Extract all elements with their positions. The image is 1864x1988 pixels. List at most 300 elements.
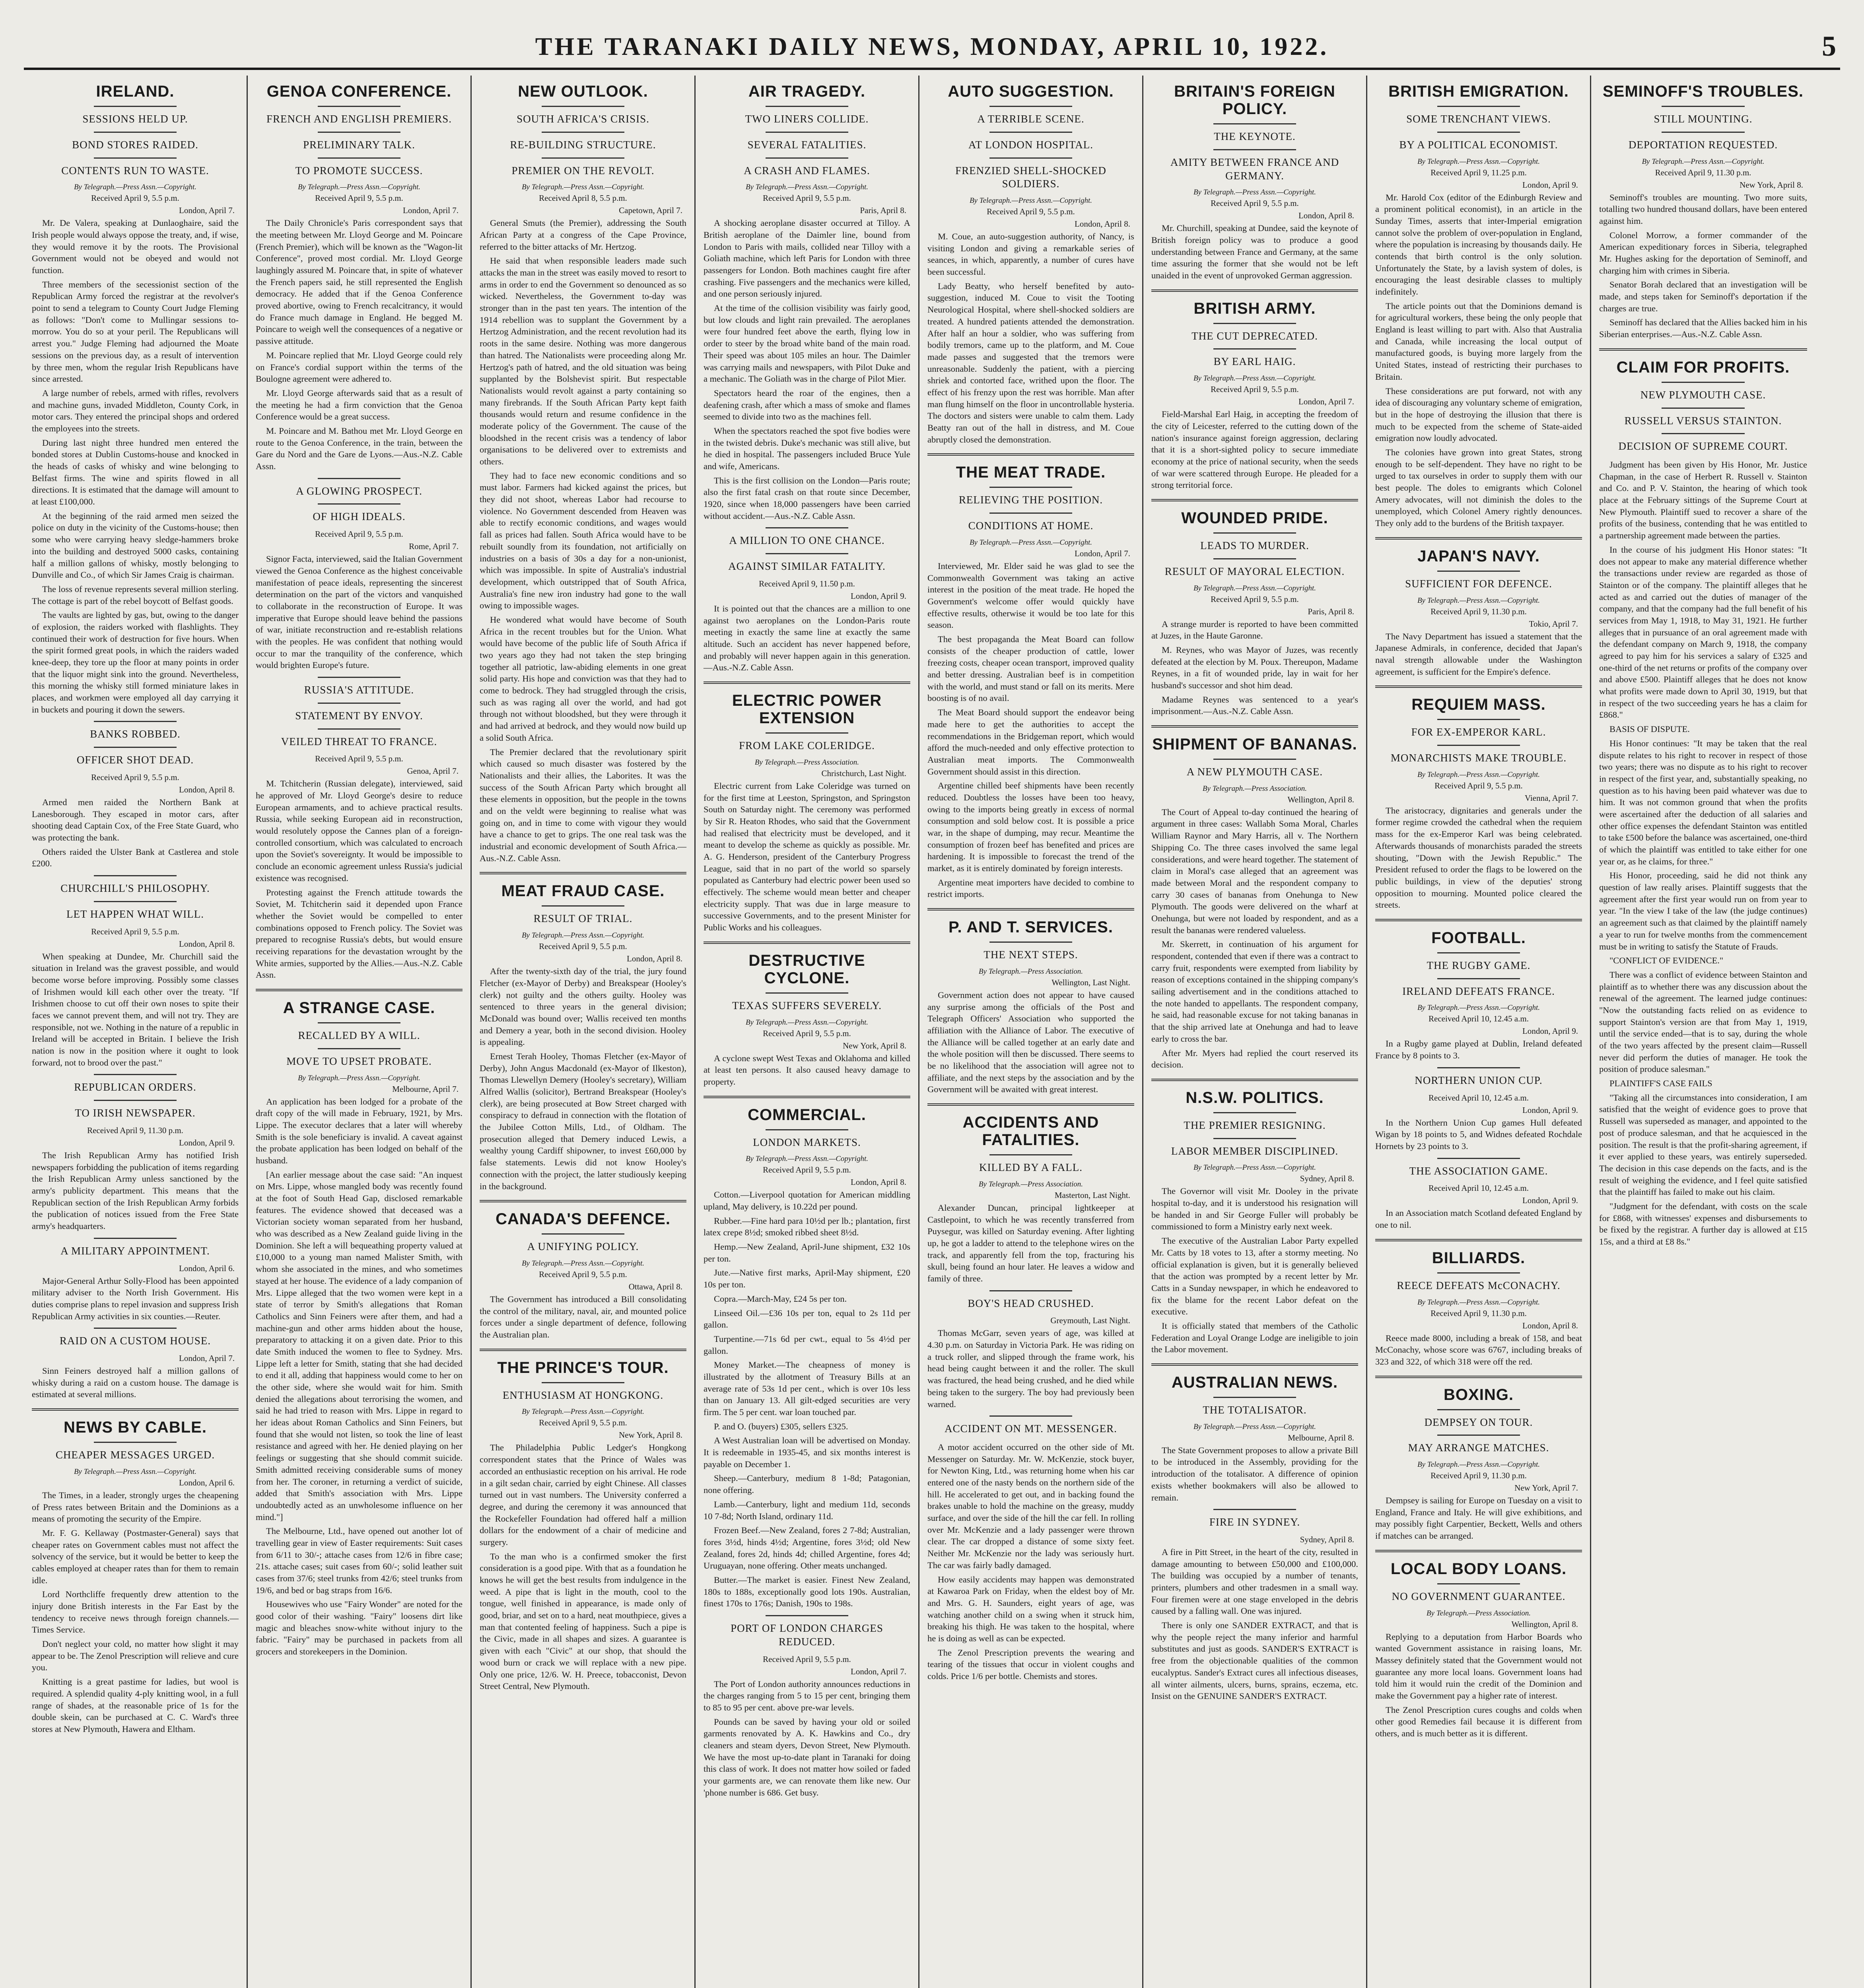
paragraph: The loss of revenue represents several million sterling. The cottage is part of the rebel boycott of Belfast goods. <box>32 584 239 606</box>
dateline: London, April 9. <box>1522 1196 1578 1206</box>
received-line: Received April 9, 11.30 p.m. <box>1431 1471 1527 1481</box>
credit-line: By Telegraph.—Press Association. <box>1426 1609 1531 1617</box>
subheading: AGAINST SIMILAR FATALITY. <box>728 560 886 573</box>
subheading: CONTENTS RUN TO WASTE. <box>61 164 209 177</box>
subheading: SOUTH AFRICA'S CRISIS. <box>517 113 649 125</box>
paragraph: A large number of rebels, armed with rifles, revolvers and machine guns, invaded Middleton, County Cork, in motor cars. They entered the principal shops and ordered the employees into the streets. <box>32 388 239 433</box>
double-rule <box>1375 1376 1582 1378</box>
subheading: RESULT OF TRIAL. <box>533 912 633 925</box>
rule <box>318 503 400 505</box>
subheading: A UNIFYING POLICY. <box>527 1241 639 1253</box>
subheading: CHURCHILL'S PHILOSOPHY. <box>60 882 210 895</box>
subheading: DEPORTATION REQUESTED. <box>1628 138 1778 151</box>
paragraph: Thomas McGarr, seven years of age, was killed at 4.30 p.m. on Saturday in Victoria Park. He was riding on a truck roller, and slipped through the frame work, his head being caught between it and the roller. The skull was fractured, the head being crushed, and he died while being taken to the surgery. The boy had previously been warned. <box>927 1328 1134 1409</box>
dateline: Vienna, April 7. <box>1524 793 1578 803</box>
dateline: Sydney, April 8. <box>1300 1174 1354 1184</box>
article-heading: ELECTRIC POWER EXTENSION <box>732 692 882 727</box>
article <box>1375 685 1582 911</box>
dateline: London, April 8. <box>1075 219 1130 229</box>
rule <box>94 747 177 748</box>
dateline: Paris, April 8. <box>1308 606 1354 616</box>
subheading: RE-BUILDING STRUCTURE. <box>510 138 656 151</box>
received-line: Received April 10, 12.45 a.m. <box>1429 1093 1529 1103</box>
received-line: Received April 9, 5.5 p.m. <box>987 207 1075 216</box>
received-line: Received April 9, 5.5 p.m. <box>91 193 179 203</box>
article-heading: CLAIM FOR PROFITS. <box>1616 358 1790 376</box>
credit-line: By Telegraph.—Press Assn.—Copyright. <box>521 183 645 192</box>
article-heading: FOOTBALL. <box>1431 929 1526 947</box>
paragraph: PLAINTIFF'S CASE FAILS <box>1609 1078 1712 1089</box>
rule <box>1213 323 1296 324</box>
paragraph: Rubber.—Fine hard para 10½d per lb.; plantation, first latex crepe 8½d; smoked ribbed sheet 8½d. <box>704 1215 910 1238</box>
rule <box>318 1048 400 1049</box>
paragraph: Argentine chilled beef shipments have been recently reduced. Doubtless the losses have been too heavy, owing to the imports being greatly in excess of normal consumption and sold below cost. It is possible a price war, in the shape of dumping, may recur. Meantime the consumption of frozen beef has benefited and prices are hardening. It is impossible to forecast the trend of the market, as it is entirely dominated by foreign interests. <box>927 780 1134 874</box>
dateline: Ottawa, April 8. <box>628 1281 682 1291</box>
subheading: RELIEVING THE POSITION. <box>958 494 1103 506</box>
credit-line: By Telegraph.—Press Assn.—Copyright. <box>1417 1298 1540 1307</box>
credit-line: By Telegraph.—Press Assn.—Copyright. <box>297 183 421 192</box>
subheading: RESULT OF MAYORAL ELECTION. <box>1164 565 1345 577</box>
rule <box>94 721 177 722</box>
paragraph: The Philadelphia Public Ledger's Hongkong correspondent states that the Prince of Wales was accorded an enthusiastic reception on his arrival. He rode in a gilt sedan chair, carried by eight Chinese. All classes turned out in vast numbers. The University conferred a degree, and during the ceremony it was announced that the Rockefeller Foundation had offered half a million dollars for the endowment of a chair of medicine and surgery. <box>480 1442 686 1547</box>
article-heading: JAPAN'S NAVY. <box>1417 547 1540 565</box>
double-rule <box>1375 919 1582 921</box>
rule <box>1662 408 1745 409</box>
credit-line: By Telegraph.—Press Assn.—Copyright. <box>1193 1422 1316 1431</box>
subheading: BOND STORES RAIDED. <box>72 138 198 151</box>
article <box>1375 1067 1582 1152</box>
received-line: Received April 9, 5.5 p.m. <box>315 529 403 539</box>
double-rule <box>32 1408 239 1411</box>
subheading: VEILED THREAT TO FRANCE. <box>281 735 437 747</box>
rule <box>1437 1067 1520 1068</box>
double-rule <box>480 872 686 874</box>
paragraph: The Times, in a leader, strongly urges the cheapening of Press rates between Britain and the Dominions as a means of promoting the security of the Empire. <box>32 1490 239 1524</box>
double-rule <box>1375 1550 1582 1552</box>
double-rule <box>1151 499 1358 501</box>
rule <box>1437 106 1520 107</box>
rule <box>542 1233 624 1235</box>
paragraph: The best propaganda the Meat Board can follow consists of the cheaper production of cattle, lower freezing costs, cheaper ocean transport, improved quality and better dressing. Australian beef is in competition with the world, and must stand or fall on its merits. Mere boosting is of no avail. <box>927 634 1134 703</box>
article <box>704 942 910 1088</box>
rule <box>318 478 400 479</box>
subheading: SESSIONS HELD UP. <box>82 113 188 125</box>
subheading: OF HIGH IDEALS. <box>313 511 406 523</box>
rule <box>766 157 848 159</box>
dateline: London, April 8. <box>179 784 235 794</box>
dateline: Masterton, Last Night. <box>1054 1190 1130 1200</box>
article <box>32 721 239 870</box>
paragraph: He said that when responsible leaders made such attacks the man in the street was easily moved to resort to arms in order to end the Government so denounced as so wicked. Nevertheless, the Government to-day was stronger than in the past ten years. The intention of the 1914 rebellion was to supplant the Government by a Hertzog Administration, and the recent revolution had its roots in the same desire. Nothing was more dangerous than hatred. The Nationalists were proceeding along Mr. Hertzog's path of hatred, and the old situation was being supplanted by the Bolshevist spirit. But respectable Nationalists would revolt against a party containing so many firebrands. If the South African Party kept faith thousands would return and resume confidence in the moderate policy of the Government. The cause of the bloodshed in the recent crisis was a tendency of labor organisations to be delivered over to extremists and others. <box>480 256 686 466</box>
article <box>1151 289 1358 491</box>
paragraph: Mr. Harold Cox (editor of the Edinburgh Review and a prominent political economist), in an article in the Sunday Times, asserts that inter-Imperial emigration cannot solve the problem of over-population in England, where the population is increasing by thousands daily. He contends that birth control is the only solution. Unfortunately the State, by a lavish system of doles, is encouraging the least desirable classes to multiply indefinitely. <box>1375 192 1582 297</box>
article-heading: COMMERCIAL. <box>748 1106 866 1124</box>
rule <box>766 132 848 133</box>
paragraph: At the time of the collision visibility was fairly good, but low clouds and light rain prevailed. The aeroplanes were four hundred feet above the earth, flying low in order to steer by the broad white band of the main road. Their speed was about 105 miles an hour. The Daimler was carrying mails and newspapers, with Pilot Duke and a mechanic. The Goliath was in the charge of Pilot Mier. <box>704 303 910 384</box>
dateline: London, April 8. <box>851 1177 906 1187</box>
subheading: RUSSIA'S ATTITUDE. <box>304 684 414 696</box>
paragraph: Butter.—The market is easier. Finest New Zealand, 180s to 188s, exceptionally good lots 190s. Australian, finest 170s to 176s; Danish, 190s to 198s. <box>704 1574 910 1609</box>
paragraph: The article points out that the Dominions demand is for agricultural workers, these being the only people that England is least willing to part with. Also that Australia and Canada, while increasing the local output of manufactured goods, is buying more largely from the United States, instead of restricting their purchases to Britain. <box>1375 301 1582 382</box>
rule <box>989 157 1072 159</box>
paragraph: The Port of London authority announces reductions in the charges ranging from 5 to 15 per cent, bringing them to 85 to 95 per cent. above pre-war levels. <box>704 1679 910 1712</box>
double-rule <box>927 453 1134 456</box>
received-line: Received April 9, 11.30 p.m. <box>1431 606 1527 616</box>
paragraph: Madame Reynes was sentenced to a year's imprisonment.—Aus.-N.Z. Cable Assn. <box>1151 694 1358 716</box>
paragraph: Replying to a deputation from Harbor Boards who wanted Government assistance in raising loans, Mr. Massey definitely stated that the Government would not guarantee any more local loans. Government loans had told him it would ruin the credit of the Dominion and make the Government pay a higher rate of interest. <box>1375 1631 1582 1701</box>
rule <box>766 527 848 528</box>
paragraph: Cotton.—Liverpool quotation for American middling upland, May delivery, is 10.22d per pound. <box>704 1190 910 1211</box>
credit-line: By Telegraph.—Press Assn.—Copyright. <box>745 183 869 192</box>
subheading: THE RUGBY GAME. <box>1427 959 1531 971</box>
subheading: STATEMENT BY ENVOY. <box>295 709 423 722</box>
rule <box>94 1442 177 1443</box>
rule <box>94 157 177 159</box>
received-line: Received April 9, 11.30 p.m. <box>1655 167 1751 177</box>
column <box>24 76 248 1988</box>
rule <box>94 106 177 107</box>
paragraph: Mr. Churchill, speaking at Dundee, said the keynote of British foreign policy was to produce a good understanding between France and Germany, at the same time assuring the former that she would not be left unaided in the event of unprovoked German aggression. <box>1151 223 1358 280</box>
subheading: FROM LAKE COLERIDGE. <box>739 740 875 752</box>
rule <box>94 1238 177 1239</box>
article-heading: BRITAIN'S FOREIGN POLICY. <box>1174 83 1335 118</box>
dateline: Wellington, Last Night. <box>1052 977 1130 987</box>
article <box>1599 83 1807 340</box>
dateline: London, April 8. <box>179 939 235 949</box>
credit-line: By Telegraph.—Press Assn.—Copyright. <box>521 931 645 940</box>
dateline: Sydney, April 8. <box>1300 1534 1354 1544</box>
paragraph: Alexander Duncan, principal lightkeeper at Castlepoint, to which he was recently transferred from Puysegur, was killed on Saturday evening. After lighting up, he got a ladder to attend to the telephone wires on the track, and apparently fell from the top, fracturing his skull, being found an hour later. He leaves a widow and family of three. <box>927 1202 1134 1283</box>
credit-line: By Telegraph.—Press Assn.—Copyright. <box>969 196 1092 205</box>
article <box>256 478 463 671</box>
subheading: RECALLED BY A WILL. <box>298 1029 420 1041</box>
paragraph: The Government has introduced a Bill consolidating the control of the military, naval, air, and mounted police forces under a single department of defence, following the Australian plan. <box>480 1294 686 1340</box>
paragraph: "Taking all the circumstances into consideration, I am satisfied that the weight of evidence goes to prove that Russell was superseded as manager, and appointed to the post of produce salesman, and that he acquiesced in the position. The result is that the profit-sharing agreement, if it ever applied to these years, was entirely superseded. The decision in this case depends on the facts, and is the result of weighing the evidence, and I feel quite satisfied that the plaintiff has failed to make out his claim. <box>1599 1092 1807 1197</box>
credit-line: By Telegraph.—Press Assn.—Copyright. <box>745 1018 869 1027</box>
paragraph: Judgment has been given by His Honor, Mr. Justice Chapman, in the case of Herbert R. Russell v. Stainton and Co. and P. V. Stainton, the hearing of which took place at the February sittings of the Supreme Court at New Plymouth. Plaintiff sued to recover a share of the profits of the business, contending that he was entitled to a partnership agreement made between the parties. <box>1599 460 1807 541</box>
column <box>1143 76 1367 1988</box>
received-line: Received April 9, 5.5 p.m. <box>91 926 179 936</box>
credit-line: By Telegraph.—Press Assn.—Copyright. <box>297 1074 421 1082</box>
article-heading: ACCIDENTS AND FATALITIES. <box>962 1114 1099 1149</box>
article <box>927 1290 1134 1410</box>
paragraph: The Melbourne, Ltd., have opened out another lot of travelling gear in view of Easter requirements: Suit cases from 6/11 to 30/-; attache cases from 12/6 in fibre case; 21s. attache cases; suit cases from 60/-; solid leather suit cases from 37/6; steel trunks from 42/6; steel trunks from 19/6, and bed or bag straps from 16/6. <box>256 1526 463 1595</box>
paragraph: Hemp.—New Zealand, April-June shipment, £32 10s per ton. <box>704 1242 910 1264</box>
rule <box>1437 571 1520 572</box>
paragraph: Frozen Beef.—New Zealand, fores 2 7-8d; Australian, fores 3½d, hinds 4½d; Argentine, fores 3½d; old New Zealand, fores 2d, hinds 4d; chilled Argentine, fores 4d; Uruguayan, none offering. Other meats unchanged. <box>704 1525 910 1571</box>
paragraph: This is the first collision on the London—Paris route; also the first fatal crash on that route since December, 1920, since when 18,000 passengers have been carried without accident.—Aus.-N.Z. Cable Assn. <box>704 475 910 521</box>
double-rule <box>927 908 1134 911</box>
paragraph: These considerations are put forward, not with any idea of discouraging any voluntary scheme of emigration, but in the hope of destroying the illusion that there is much to be expected from the scheme of State-aided emigration now loudly advocated. <box>1375 386 1582 443</box>
dateline: Christchurch, Last Night. <box>821 768 906 778</box>
credit-line: By Telegraph.—Press Assn.—Copyright. <box>1417 157 1540 166</box>
article-heading: REQUIEM MASS. <box>1411 696 1546 714</box>
credit-line: By Telegraph.—Press Assn.—Copyright. <box>1642 157 1765 166</box>
paragraph: The Daily Chronicle's Paris correspondent says that the meeting between Mr. Lloyd George and M. Poincare (French Premier), which will be known as the "Wagon-lit Conference", proved most cordial. Mr. Lloyd George laughingly assured M. Poincare that, in spite of whatever the French papers said, he still represented the English democracy. He added that if the Genoa Conference proved abortive, owing to French recalcitrancy, it would do France much damage in England. He begged M. Poincare to weigh well the consequences of a negative or passive attitude. <box>256 218 463 346</box>
received-line: Received April 9, 5.5 p.m. <box>539 1418 627 1428</box>
article-heading: BOXING. <box>1444 1386 1514 1404</box>
subheading: OFFICER SHOT DEAD. <box>76 754 194 766</box>
paragraph: They had to face new economic conditions and so must labor. Farmers had kicked against the prices, but they did not shoot, whereas Labor had recourse to violence. No Government descended from Heaven was able to rectify economic conditions, and wages would fall as prices had fallen. South Africa would have to be rebuilt soundly from its foundation, not artificially on industries on a basis of 30s a day for a non-unionist, which was impossible. In spite of Australia's industrial development, which outstripped that of South Africa, Australia's fine new iron industry had gone to the wall owing to impossible wages. <box>480 470 686 611</box>
subheading: THE NEXT STEPS. <box>984 949 1078 961</box>
subheading: A GLOWING PROSPECT. <box>296 485 422 497</box>
paragraph: His Honor continues: "It may be taken that the real dispute relates to his right to recover in respect of those two years; there was no dispute as to his right to recover in respect of the first year, and, substantially speaking, no question as to his having been paid whatever was due to him. It was not common ground that when the profits were ascertained after the deduction of all salaries and other office expenses the defendant Stainton was entitled to take £500 before the balance was ascertained, one-third of which the plaintiff was entitled to take either for one year or, as he claims, for three." <box>1599 738 1807 866</box>
article-heading: MEAT FRAUD CASE. <box>501 882 665 900</box>
paragraph: M. Poincare and M. Bathou met Mr. Lloyd George en route to the Genoa Conference, in the train, between the Gare du Nord and the Gare de Lyons.—Aus.-N.Z. Cable Assn. <box>256 425 463 471</box>
article-heading: IRELAND. <box>96 83 175 100</box>
subheading: AT LONDON HOSPITAL. <box>968 138 1094 151</box>
paragraph: After the twenty-sixth day of the trial, the jury found Fletcher (ex-Mayor of Derby) and Breakspear (Hooley's clerk) not guilty and the others guilty. Hooley was sentenced to three years in the general division; McDonald was bound over; Wallis received ten months and Demery a year, both in the second division. Hooley is appealing. <box>480 966 686 1047</box>
paragraph: Turpentine.—71s 6d per cwt., equal to 5s 4½d per gallon. <box>704 1334 910 1356</box>
subheading: THE KEYNOTE. <box>1214 130 1296 142</box>
received-line: Received April 9, 11.30 p.m. <box>87 1125 183 1135</box>
article <box>927 1103 1134 1285</box>
article <box>927 83 1134 445</box>
paragraph: Argentine meat importers have decided to combine to restrict imports. <box>927 877 1134 899</box>
rule <box>94 1100 177 1101</box>
dateline: London, April 8. <box>1298 211 1354 221</box>
credit-line: By Telegraph.—Press Association. <box>978 967 1083 976</box>
received-line: Received April 9, 5.5 p.m. <box>315 754 403 764</box>
article <box>1375 1550 1582 1740</box>
subheading: FRENZIED SHELL-SHOCKED SOLDIERS. <box>955 164 1106 190</box>
dateline: New York, April 8. <box>1740 180 1803 190</box>
rule <box>766 732 848 734</box>
subheading: NEW PLYMOUTH CASE. <box>1640 388 1766 401</box>
received-line: Received April 9, 5.5 p.m. <box>763 1654 851 1664</box>
rule <box>766 553 848 554</box>
received-line: Received April 10, 12.45 a.m. <box>1429 1014 1529 1024</box>
column <box>696 76 919 1988</box>
subheading: A CRASH AND FLAMES. <box>744 164 870 177</box>
credit-line: By Telegraph.—Press Assn.—Copyright. <box>1193 188 1316 197</box>
paragraph: P. and O. (buyers) £305, sellers £325. <box>714 1421 848 1431</box>
article-heading: AUSTRALIAN NEWS. <box>1171 1374 1338 1391</box>
rule <box>989 1415 1072 1417</box>
article <box>1375 1239 1582 1368</box>
article-heading: BRITISH EMIGRATION. <box>1388 83 1569 100</box>
article <box>1151 725 1358 1071</box>
paragraph: In a Rugby game played at Dublin, Ireland defeated France by 8 points to 3. <box>1375 1039 1582 1061</box>
dateline: Paris, April 8. <box>860 206 906 215</box>
article-heading: GENOA CONFERENCE. <box>266 83 452 100</box>
paragraph: Money Market.—The cheapness of money is illustrated by the allotment of Treasury Bills at an average rate of 53s 1d per cent., which is over 10s less than on January 13. All gilt-edged securities are very firm. The 5 per cent. war loan touched par. <box>704 1360 910 1417</box>
article <box>704 527 910 674</box>
rule <box>1437 1409 1520 1410</box>
rule <box>1437 1583 1520 1584</box>
subheading: BY A POLITICAL ECONOMIST. <box>1399 138 1558 151</box>
paragraph: A West Australian loan will be advertised on Monday. It is redeemable in 1935-45, and six months interest is payable on December 1. <box>704 1435 910 1469</box>
rule <box>318 677 400 678</box>
article <box>256 989 463 1658</box>
double-rule <box>1375 685 1582 688</box>
dateline: Capetown, April 7. <box>619 206 682 215</box>
article-heading: P. AND T. SERVICES. <box>949 918 1113 936</box>
paragraph: Sinn Feiners destroyed half a million gallons of whisky during a raid on a custom house. The damage is estimated at several millions. <box>32 1366 239 1400</box>
double-rule <box>480 1200 686 1202</box>
rule <box>94 1328 177 1329</box>
double-rule <box>704 942 910 944</box>
paragraph: Electric current from Lake Coleridge was turned on for the first time at Leeston, Springston, and Springston South on Saturday night. The ceremony was performed by Sir R. Heaton Rhodes, who said that the Government had realised that electricity must be developed, and it meant to develop the scheme as quickly as possible. Mr. A. G. Henderson, president of the Canterbury Progress League, said that in no part of the world so sparsely populated as Canterbury had electric power been used so effectively. The scheme would mean better and cheaper electricity supply. That was due in large measure to successive Governments, and to the present Minister for Public Works and his colleagues. <box>704 780 910 933</box>
rule <box>94 875 177 876</box>
paragraph: The aristocracy, dignitaries and generals under the former regime crowded the cathedral when the requiem mass for the ex-Emperor Karl was being celebrated. Afterwards thousands of monarchists paraded the streets shouting, "Down with the Jewish Republic." The President refused to order the flags to be lowered on the public buildings, in view of the deputies' strong opposition to mourning. Mounted police cleared the streets. <box>1375 805 1582 910</box>
paragraph: The Navy Department has issued a statement that the Japanese Admirals, in conference, decided that Japan's naval strength allowable under the Washington agreement, is sufficient for the Empire's defence. <box>1375 631 1582 677</box>
rule <box>94 132 177 133</box>
subheading: TEXAS SUFFERS SEVERELY. <box>732 999 882 1011</box>
paragraph: A cyclone swept West Texas and Oklahoma and killed at least ten persons. It also caused heavy damage to property. <box>704 1053 910 1087</box>
column <box>248 76 472 1988</box>
subheading: LABOR MEMBER DISCIPLINED. <box>1171 1145 1339 1157</box>
subheading: A MILITARY APPOINTMENT. <box>60 1244 210 1257</box>
dateline: London, April 9. <box>1522 180 1578 190</box>
credit-line: By Telegraph.—Press Association. <box>754 758 859 767</box>
subheading: FIRE IN SYDNEY. <box>1209 1516 1300 1528</box>
subheading: LEADS TO MURDER. <box>1200 540 1309 551</box>
received-line: Received April 9, 5.5 p.m. <box>1434 780 1523 790</box>
article <box>32 875 239 1068</box>
article <box>1375 1158 1582 1231</box>
paragraph: Colonel Morrow, a former commander of the American expeditionary forces in Siberia, telegraphed Mr. Hughes asking for the deportation of Seminoff, and charging him with crimes in Siberia. <box>1599 230 1807 276</box>
credit-line: By Telegraph.—Press Assn.—Copyright. <box>521 1259 645 1268</box>
rule <box>1437 978 1520 979</box>
rule <box>542 157 624 159</box>
paragraph: Housewives who use "Fairy Wonder" are noted for the good color of their washing. "Fairy" loosens dirt like magic and bleaches snow-white without injury to the fabric. "Fairy" may be purchased in packets from all grocers and storekeepers in the Dominion. <box>256 1599 463 1657</box>
column <box>919 76 1143 1988</box>
article <box>480 1349 686 1692</box>
rule <box>542 132 624 133</box>
received-line: Received April 9, 5.5 p.m. <box>763 1028 851 1038</box>
column <box>472 76 696 1988</box>
subheading: CONDITIONS AT HOME. <box>968 520 1094 532</box>
received-line: Received April 8, 5.5 p.m. <box>539 193 627 203</box>
subheading: NORTHERN UNION CUP. <box>1415 1074 1543 1086</box>
double-rule <box>1151 289 1358 292</box>
rule <box>318 157 400 159</box>
credit-line: By Telegraph.—Press Association. <box>978 1180 1083 1188</box>
paragraph: It is officially stated that members of the Catholic Federation and Loyal Orange Lodge are ineligible to join the Labor movement. <box>1151 1320 1358 1355</box>
dateline: Tokio, April 7. <box>1529 619 1578 629</box>
subheading: RUSSELL VERSUS STAINTON. <box>1624 414 1782 427</box>
subheading: PREMIER ON THE REVOLT. <box>511 164 655 177</box>
rule <box>989 106 1072 107</box>
paragraph: Government action does not appear to have caused any surprise among the officials of the Post and Telegraph Officers' Association who supported the affiliation with the Alliance of Labor. The executive of the Alliance will be called together at an early date and the whole position will then be discussed. There seems to be no likelihood that the association will agree not to affiliate, and the next steps by the association and by the Government will be awaited with great interest. <box>927 990 1134 1095</box>
subheading: BANKS ROBBED. <box>90 728 181 740</box>
article <box>927 908 1134 1095</box>
rule <box>1437 745 1520 746</box>
paragraph: BASIS OF DISPUTE. <box>1609 724 1690 734</box>
paragraph: Interviewed, Mr. Elder said he was glad to see the Commonwealth Government was taking an active interest in the position of the meat trade. He hoped the Government's welcome offer would quickly have effective results, otherwise it would be too late for this season. <box>927 561 1134 630</box>
paragraph: M. Tchitcherin (Russian delegate), interviewed, said he approved of Mr. Lloyd George's desire to reduce European armaments, and to achieve practical results. Russia, while seeking European aid in reconstruction, would resolutely oppose the Cannes plan of a foreign-controlled consortium, which was calculated to encroach upon the Soviet's sovereignty. It would be impossible to conclude an economic agreement unless Russia's judicial existence was recognised. <box>256 779 463 883</box>
rule <box>1213 348 1296 349</box>
rule <box>1437 1435 1520 1436</box>
credit-line: By Telegraph.—Press Assn.—Copyright. <box>969 538 1092 547</box>
subheading: MONARCHISTS MAKE TROUBLE. <box>1390 752 1567 764</box>
paragraph: Dempsey is sailing for Europe on Tuesday on a visit to England, France and Italy. He will give exhibitions, and may possibly fight Carpentier, Beckett, Wells and others if matches can be arranged. <box>1375 1495 1582 1541</box>
article <box>1151 83 1358 282</box>
rule <box>989 487 1072 488</box>
credit-line: By Telegraph.—Press Assn.—Copyright. <box>1193 1163 1316 1172</box>
double-rule <box>1151 1363 1358 1366</box>
dateline: London, April 9. <box>1522 1026 1578 1036</box>
paragraph: In an Association match Scotland defeated England by one to nil. <box>1375 1208 1582 1230</box>
article <box>1599 348 1807 1248</box>
article <box>32 1408 239 1735</box>
received-line: Received April 9, 5.5 p.m. <box>1211 594 1299 604</box>
rule <box>1437 952 1520 953</box>
rule <box>318 703 400 704</box>
article <box>32 1328 239 1400</box>
article <box>927 1415 1134 1682</box>
article-heading: THE PRINCE'S TOUR. <box>497 1359 669 1376</box>
paragraph: His Honor, proceeding, said he did not think any question of law really arises. Plaintiff suggests that the agreement after the first year would run on from year to year. "In the view I take of the law (the judge continues) an agreement such as that claimed by the plaintiff namely a year to run for twelve months from the commencement must be in writing to satisfy the Statute of Frauds. <box>1599 870 1807 951</box>
article-heading: A STRANGE CASE. <box>283 999 435 1017</box>
subheading: IRELAND DEFEATS FRANCE. <box>1402 985 1555 997</box>
rule <box>542 1382 624 1383</box>
paragraph: M. Poincare replied that Mr. Lloyd George could rely on France's cordial support within the terms of the Boulogne agreement were adhered to. <box>256 350 463 384</box>
paragraph: In the course of his judgment His Honor states: "It does not appear to make any material difference whether the transactions under review are regarded as those of Stainton or of the company. The plaintiff alleges that he acted as and carried out the duties of manager of the company, and that the company had the full benefit of his services from May 1, 1918, to May 31, 1921. He further alleges that in pursuance of an oral agreement made with the defendant company on March 9, 1918, the company agreed to pay him for his services a salary of £325 and one-third of the net returns or profits of the company over and above £500. Plaintiff alleges that he does not know what profits were made down to April 30, 1919, but that in respect of the two succeeding years he has a claim for £868." <box>1599 544 1807 720</box>
subheading: DECISION OF SUPREME COURT. <box>1618 440 1788 452</box>
article <box>1151 1079 1358 1355</box>
article-heading: WOUNDED PRIDE. <box>1181 509 1328 527</box>
rule <box>1213 1112 1296 1113</box>
paragraph: The State Government proposes to allow a private Bill to be introduced in the Assembly, providing for the introduction of the totalisator. A difference of opinion exists whether bookmakers will also be allowed to remain. <box>1151 1445 1358 1503</box>
rule <box>542 905 624 907</box>
article-heading: DESTRUCTIVE CYCLONE. <box>748 951 865 987</box>
received-line: Received April 10, 12.45 a.m. <box>1429 1183 1529 1193</box>
article <box>1375 919 1582 1062</box>
rule <box>542 106 624 107</box>
article-heading: AIR TRAGEDY. <box>748 83 866 100</box>
rule <box>989 513 1072 514</box>
received-line: Received April 9, 5.5 p.m. <box>1211 198 1299 208</box>
received-line: Received April 9, 5.5 p.m. <box>539 1269 627 1279</box>
article-heading: BRITISH ARMY. <box>1193 299 1316 317</box>
paragraph: Seminoff's troubles are mounting. Two more suits, totalling two hundred thousand dollars, have been entered against him. <box>1599 192 1807 226</box>
dateline: London, April 7. <box>1298 397 1354 407</box>
double-rule <box>927 1103 1134 1106</box>
subheading: SEVERAL FATALITIES. <box>747 138 867 151</box>
dateline: Genoa, April 7. <box>407 766 459 776</box>
article <box>480 872 686 1192</box>
paragraph: Linseed Oil.—£36 10s per ton, equal to 2s 11d per gallon. <box>704 1308 910 1330</box>
article <box>1375 537 1582 678</box>
credit-line: By Telegraph.—Press Assn.—Copyright. <box>1193 584 1316 592</box>
paragraph: There is only one SANDER EXTRACT, and that is why the people reject the many inferior and harmful substitutes and just as goods. SANDER'S EXTRACT is free from the objectionable qualities of the common eucalyptus. Sander's Extract cures all infectious diseases, all winter ailments, ulcers, burns, sprains, eczema, etc. Insist on the GENUINE SANDER'S EXTRACT. <box>1151 1620 1358 1701</box>
dateline: London, April 8. <box>627 954 682 964</box>
paragraph: Jute.—Native first marks, April-May shipment, £20 10s per ton. <box>704 1268 910 1290</box>
article <box>256 677 463 981</box>
received-line: Received April 9, 11.50 p.m. <box>759 579 855 588</box>
subheading: THE ASSOCIATION GAME. <box>1409 1165 1548 1177</box>
column <box>1367 76 1591 1988</box>
rule <box>1437 1158 1520 1159</box>
article <box>480 83 686 864</box>
article <box>1151 499 1358 717</box>
paragraph: In the Northern Union Cup games Hull defeated Wigan by 18 points to 5, and Widnes defeated Rochdale Hornets by 23 points to 3. <box>1375 1117 1582 1151</box>
credit-line: By Telegraph.—Press Assn.—Copyright. <box>745 1155 869 1163</box>
paragraph: At the beginning of the raid armed men seized the police on duty in the vicinity of the Customs-house; then some who were carrying heavy sledge-hammers broke into the building and destroyed 5000 casks, containing half a million gallons of whisky, mostly belonging to Dunville and Co., of which Sir James Craig is chairman. <box>32 511 239 580</box>
rule <box>1662 382 1745 383</box>
subheading: MAY ARRANGE MATCHES. <box>1408 1442 1549 1454</box>
paragraph: Pounds can be saved by having your old or soiled garments renovated by A. K. Hawkins and Co., dry cleaners and steam dyers, Devon Street, New Plymouth. We have the most up-to-date plant in Taranaki for doing this class of work. It does not matter how soiled or faded your garments are, we can renovate them like new. Our 'phone number is 686. Get busy. <box>704 1716 910 1798</box>
double-rule <box>704 681 910 684</box>
rule <box>1437 719 1520 720</box>
credit-line: By Telegraph.—Press Assn.—Copyright. <box>1193 374 1316 383</box>
subheading: AMITY BETWEEN FRANCE AND GERMANY. <box>1170 156 1339 182</box>
subheading: SOME TRENCHANT VIEWS. <box>1406 113 1551 125</box>
subheading: TO PROMOTE SUCCESS. <box>295 164 423 177</box>
column <box>1591 76 1815 1988</box>
